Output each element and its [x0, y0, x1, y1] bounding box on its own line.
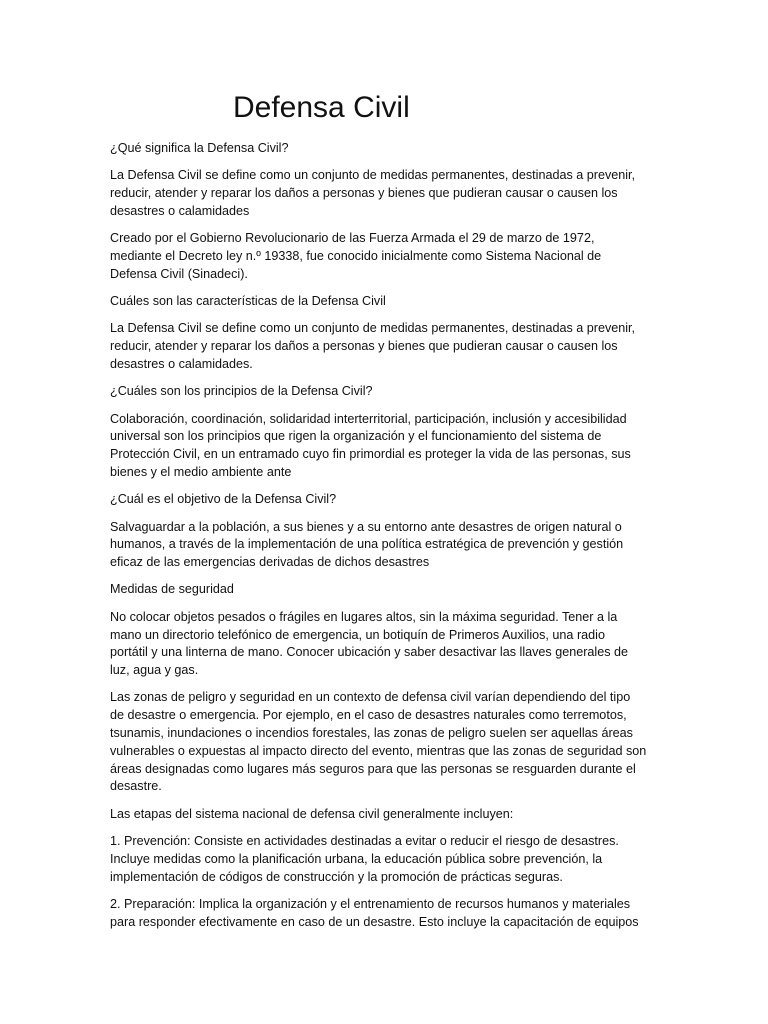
- paragraph: No colocar objetos pesados o frágiles en lugares altos, sin la máxima seguridad. Tener a la mano un directorio telefónico de emergencia, un botiquín de Primeros Auxilios, una radio portátil y una linterna de mano. Conocer ubicación y saber desactivar las llaves generales de luz, agua y gas.: [110, 609, 629, 678]
- paragraph: Salvaguardar a la población, a sus bienes y a su entorno ante desastres de origen natural o humanos, a través de la implementación de una política estratégica de prevención y gestión eficaz de las emergencias derivadas de dichos desastres: [110, 519, 624, 570]
- paragraph: La Defensa Civil se define como un conjunto de medidas permanentes, destinadas a prevenir, reducir, atender y reparar los daños a personas y bienes que pudieran causar o causen los desastres o calamidades.: [110, 321, 636, 371]
- list-item: 1. Prevención: Consiste en actividades destinadas a evitar o reducir el riesgo de desastres. Incluye medidas como la planificación urbana, la educación pública sobre prevención, la implementación de códigos de construcción y la promoción de prácticas seguras.: [110, 834, 619, 884]
- question-heading: ¿Cuál es el objetivo de la Defensa Civil?: [110, 492, 337, 507]
- paragraph: La Defensa Civil se define como un conjunto de medidas permanentes, destinadas a prevenir, reducir, atender y reparar los daños a personas y bienes que pudieran causar o causen los desastres o calamidades: [110, 168, 636, 218]
- question-heading: ¿Qué significa la Defensa Civil?: [110, 141, 289, 155]
- section-heading: Cuáles son las características de la Defensa Civil: [110, 294, 386, 309]
- paragraph: Las zonas de peligro y seguridad en un contexto de defensa civil varían dependiendo del tipo de desastre o emergencia. Por ejemplo, en el caso de desastres naturales como terremotos, tsunamis, inundaciones o incendios forestales, las zonas de peligro suelen ser aquellas áreas vulnerables o expuestas al impacto directo del evento, mientras que las zonas de seguridad son áreas designadas como lugares más seguros para que las personas se resguarden durante el desastre.: [110, 690, 647, 794]
- paragraph: Colaboración, coordinación, solidaridad interterritorial, participación, inclusión y accesibilidad universal son los principios que rigen la organización y el funcionamiento del sistema de Protección Civil, en un entramado cuyo fin primordial es proteger la vida de las personas, sus bienes y el medio ambiente ante: [110, 411, 631, 479]
- section-heading: Medidas de seguridad: [110, 582, 234, 597]
- document-body: [110, 140, 660, 941]
- page-title: Defensa Civil: [233, 91, 410, 124]
- paragraph: Las etapas del sistema nacional de defensa civil generalmente incluyen:: [110, 806, 514, 821]
- list-item: 2. Preparación: Implica la organización y el entrenamiento de recursos humanos y materiales para responder efectivamente en caso de un desastre. Esto incluye la capacitación de equipos: [110, 896, 639, 929]
- question-heading: ¿Cuáles son los principios de la Defensa Civil?: [110, 384, 373, 399]
- paragraph: Creado por el Gobierno Revolucionario de las Fuerza Armada el 29 de marzo de 1972, mediante el Decreto ley n.º 19338, fue conocido inicialmente como Sistema Nacional de Defensa Civil (Sinadeci).: [110, 231, 602, 281]
